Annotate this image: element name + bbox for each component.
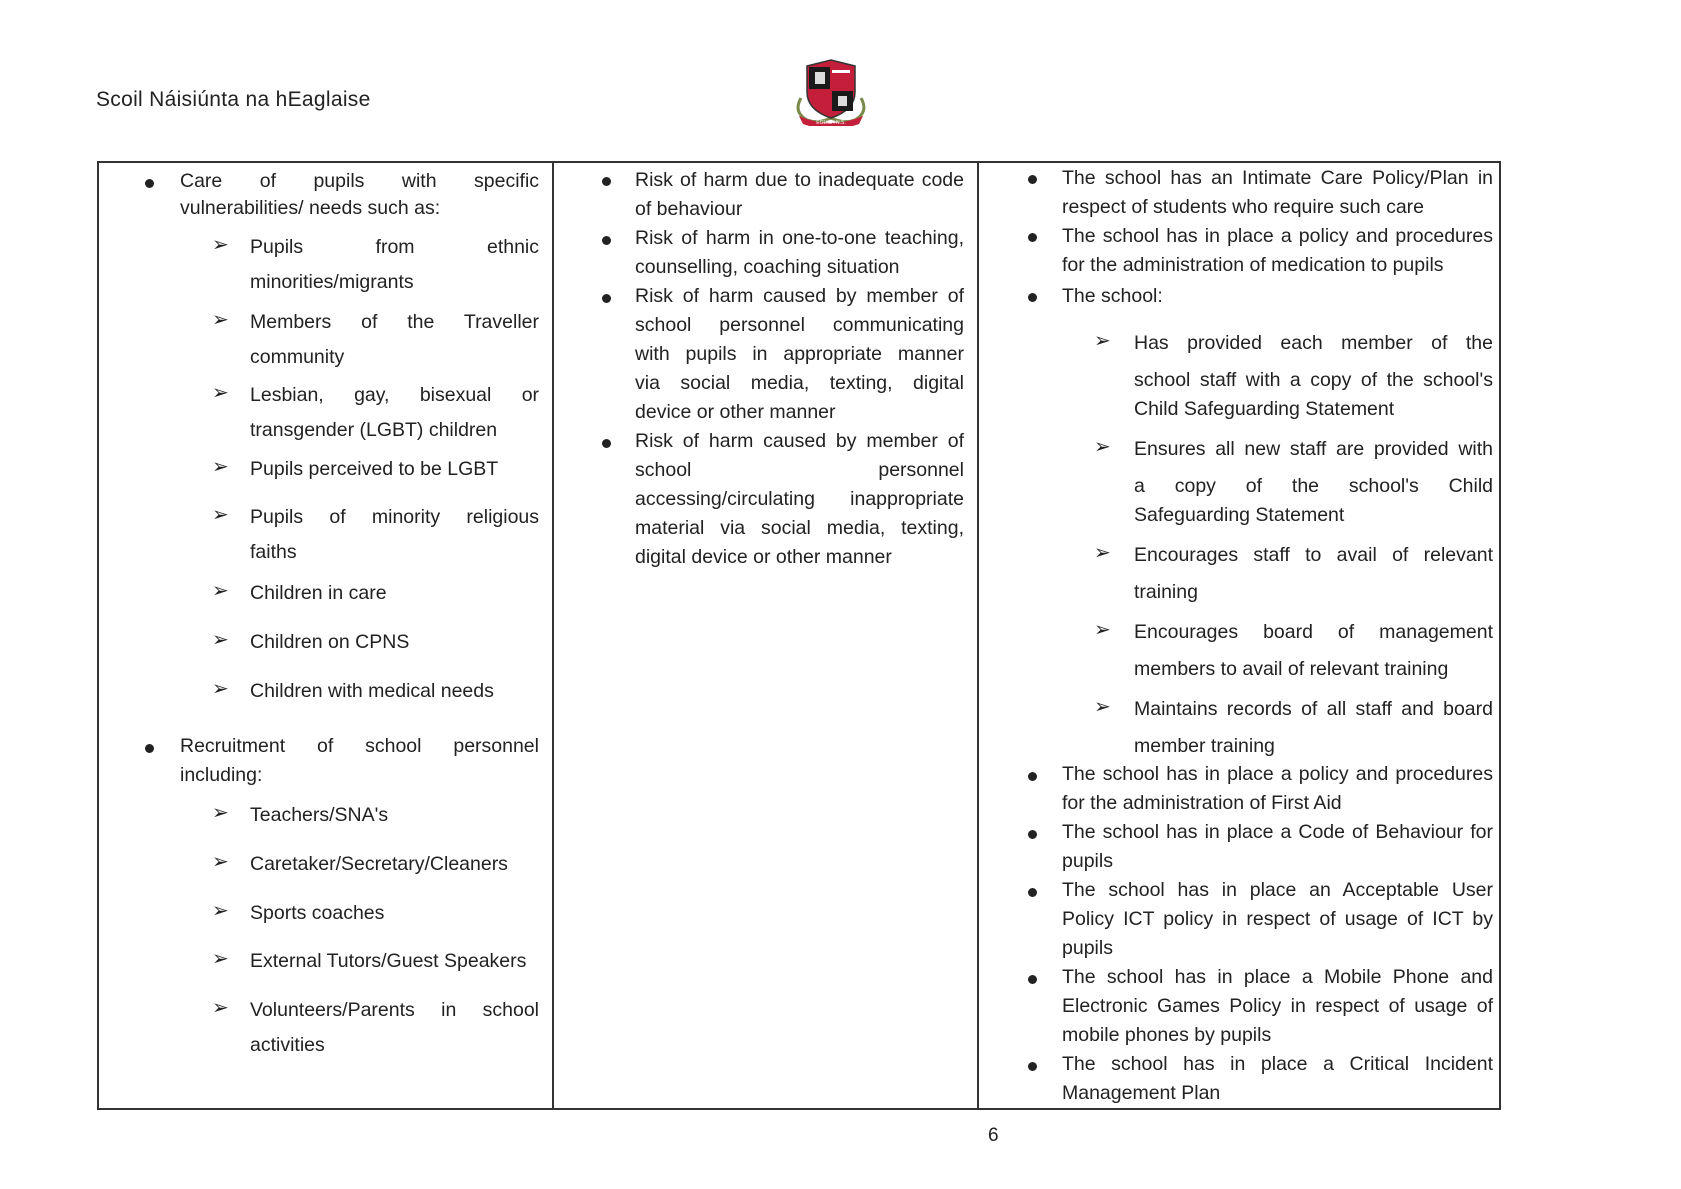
safeguarding-risk-table [97,161,1501,1110]
bullet-dot-icon [602,177,611,186]
provided-copy-line2: school staff with a copy of the school's [1134,369,1493,391]
ict-policy-line2: Policy ICT policy in respect of usage of ICT by [1062,908,1493,930]
risk-communicating-line5: device or other manner [635,401,836,423]
bullet-dot-icon [1028,175,1037,184]
lgbt-children-line2: transgender (LGBT) children [250,419,498,441]
arrow-bullet-icon: ➢ [212,580,229,602]
risk-code-line1: Risk of harm due to inadequate code [635,169,964,191]
minority-faiths-line1: Pupils of minority religious [250,506,540,528]
ict-policy-line3: pupils [1062,937,1113,959]
teachers-snas: Teachers/SNA's [250,804,389,826]
intimate-care-line2: respect of students who require such care [1062,196,1425,218]
arrow-bullet-icon: ➢ [212,997,229,1019]
arrow-bullet-icon: ➢ [1094,436,1111,458]
first-aid-line2: for the administration of First Aid [1062,792,1342,814]
bullet-dot-icon [1028,830,1037,839]
first-aid-line1: The school has in place a policy and procedures [1062,763,1493,785]
school-name: Scoil Náisiúnta na hEaglaise [96,88,371,111]
risk-one-to-one-line1: Risk of harm in one-to-one teaching, [635,227,964,249]
arrow-bullet-icon: ➢ [212,382,229,404]
external-tutors: External Tutors/Guest Speakers [250,950,527,972]
risks-column [554,163,979,1108]
arrow-bullet-icon: ➢ [212,678,229,700]
risk-accessing-line4: material via social media, texting, [635,517,964,539]
volunteers-line2: activities [250,1034,325,1056]
mobile-phone-line1: The school has in place a Mobile Phone and [1062,966,1493,988]
ethnic-minorities-line2: minorities/migrants [250,271,414,293]
arrow-bullet-icon: ➢ [212,948,229,970]
arrow-bullet-icon: ➢ [212,851,229,873]
traveller-line2: community [250,346,345,368]
arrow-bullet-icon: ➢ [212,802,229,824]
risk-communicating-line1: Risk of harm caused by member of [635,285,964,307]
children-medical-needs: Children with medical needs [250,680,494,702]
bullet-dot-icon [1028,233,1037,242]
volunteers-line1: Volunteers/Parents in school [250,999,539,1021]
bullet-dot-icon [602,236,611,245]
intimate-care-line1: The school has an Intimate Care Policy/Plan in [1062,167,1493,189]
page-number: 6 [988,1125,999,1146]
risk-communicating-line4: via social media, texting, digital [635,372,964,394]
arrow-bullet-icon: ➢ [212,900,229,922]
risk-communicating-line2: school personnel communicating [635,314,964,336]
staff-training-line1: Encourages staff to avail of relevant [1134,544,1493,566]
arrow-bullet-icon: ➢ [212,234,229,256]
bullet-dot-icon [602,294,611,303]
perceived-lgbt: Pupils perceived to be LGBT [250,458,499,480]
procedures-column [979,163,1499,1108]
arrow-bullet-icon: ➢ [1094,542,1111,564]
code-behaviour-line1: The school has in place a Code of Behaviour for [1062,821,1493,843]
risk-communicating-line3: with pupils in appropriate manner [635,343,964,365]
children-in-care: Children in care [250,582,387,604]
bullet-dot-icon [145,744,154,753]
bullet-dot-icon [1028,293,1037,302]
arrow-bullet-icon: ➢ [212,629,229,651]
bullet-dot-icon [145,179,154,188]
provided-copy-line3: Child Safeguarding Statement [1134,398,1395,420]
provided-copy-line1: Has provided each member of the [1134,332,1493,354]
crest-banner-text: EGLISH N.S. [816,120,846,126]
medication-policy-line2: for the administration of medication to pupils [1062,254,1444,276]
caretaker-secretary: Caretaker/Secretary/Cleaners [250,853,508,875]
the-school: The school: [1062,285,1163,307]
new-staff-line3: Safeguarding Statement [1134,504,1345,526]
traveller-line1: Members of the Traveller [250,311,539,333]
board-training-line1: Encourages board of management [1134,621,1493,643]
risk-code-line2: of behaviour [635,198,743,220]
risk-accessing-line5: digital device or other manner [635,546,892,568]
critical-incident-line1: The school has in place a Critical Incident [1062,1053,1493,1075]
risk-accessing-line2: school personnel [635,459,964,481]
arrow-bullet-icon: ➢ [212,504,229,526]
children-on-cpns: Children on CPNS [250,631,410,653]
bullet-dot-icon [1028,1062,1037,1071]
arrow-bullet-icon: ➢ [1094,696,1111,718]
lgbt-children-line1: Lesbian, gay, bisexual or [250,384,540,406]
bullet-dot-icon [1028,975,1037,984]
records-line1: Maintains records of all staff and board [1134,698,1493,720]
sports-coaches: Sports coaches [250,902,385,924]
mobile-phone-line2: Electronic Games Policy in respect of usage of [1062,995,1493,1017]
board-training-line2: members to avail of relevant training [1134,658,1449,680]
critical-incident-line2: Management Plan [1062,1082,1221,1104]
bullet-dot-icon [602,439,611,448]
vulnerability-bullet-line1: Care of pupils with specific [180,170,540,192]
ethnic-minorities-line1: Pupils from ethnic [250,236,540,258]
staff-training-line2: training [1134,581,1198,603]
bullet-dot-icon [1028,888,1037,897]
risk-accessing-line1: Risk of harm caused by member of [635,430,964,452]
recruitment-line1: Recruitment of school personnel [180,735,539,757]
risk-accessing-line3: accessing/circulating inappropriate [635,488,964,510]
mobile-phone-line3: mobile phones by pupils [1062,1024,1272,1046]
arrow-bullet-icon: ➢ [1094,330,1111,352]
vulnerability-bullet-line2: vulnerabilities/ needs such as: [180,197,441,219]
new-staff-line1: Ensures all new staff are provided with [1134,438,1493,460]
minority-faiths-line2: faiths [250,541,297,563]
medication-policy-line1: The school has in place a policy and procedures [1062,225,1493,247]
risk-one-to-one-line2: counselling, coaching situation [635,256,900,278]
ict-policy-line1: The school has in place an Acceptable User [1062,879,1493,901]
arrow-bullet-icon: ➢ [212,309,229,331]
new-staff-line2: a copy of the school's Child [1134,475,1494,497]
recruitment-line2: including: [180,764,263,786]
school-crest-icon [793,58,869,126]
records-line2: member training [1134,735,1275,757]
arrow-bullet-icon: ➢ [212,456,229,478]
arrow-bullet-icon: ➢ [1094,619,1111,641]
bullet-dot-icon [1028,772,1037,781]
code-behaviour-line2: pupils [1062,850,1113,872]
vulnerabilities-column [99,163,554,1108]
